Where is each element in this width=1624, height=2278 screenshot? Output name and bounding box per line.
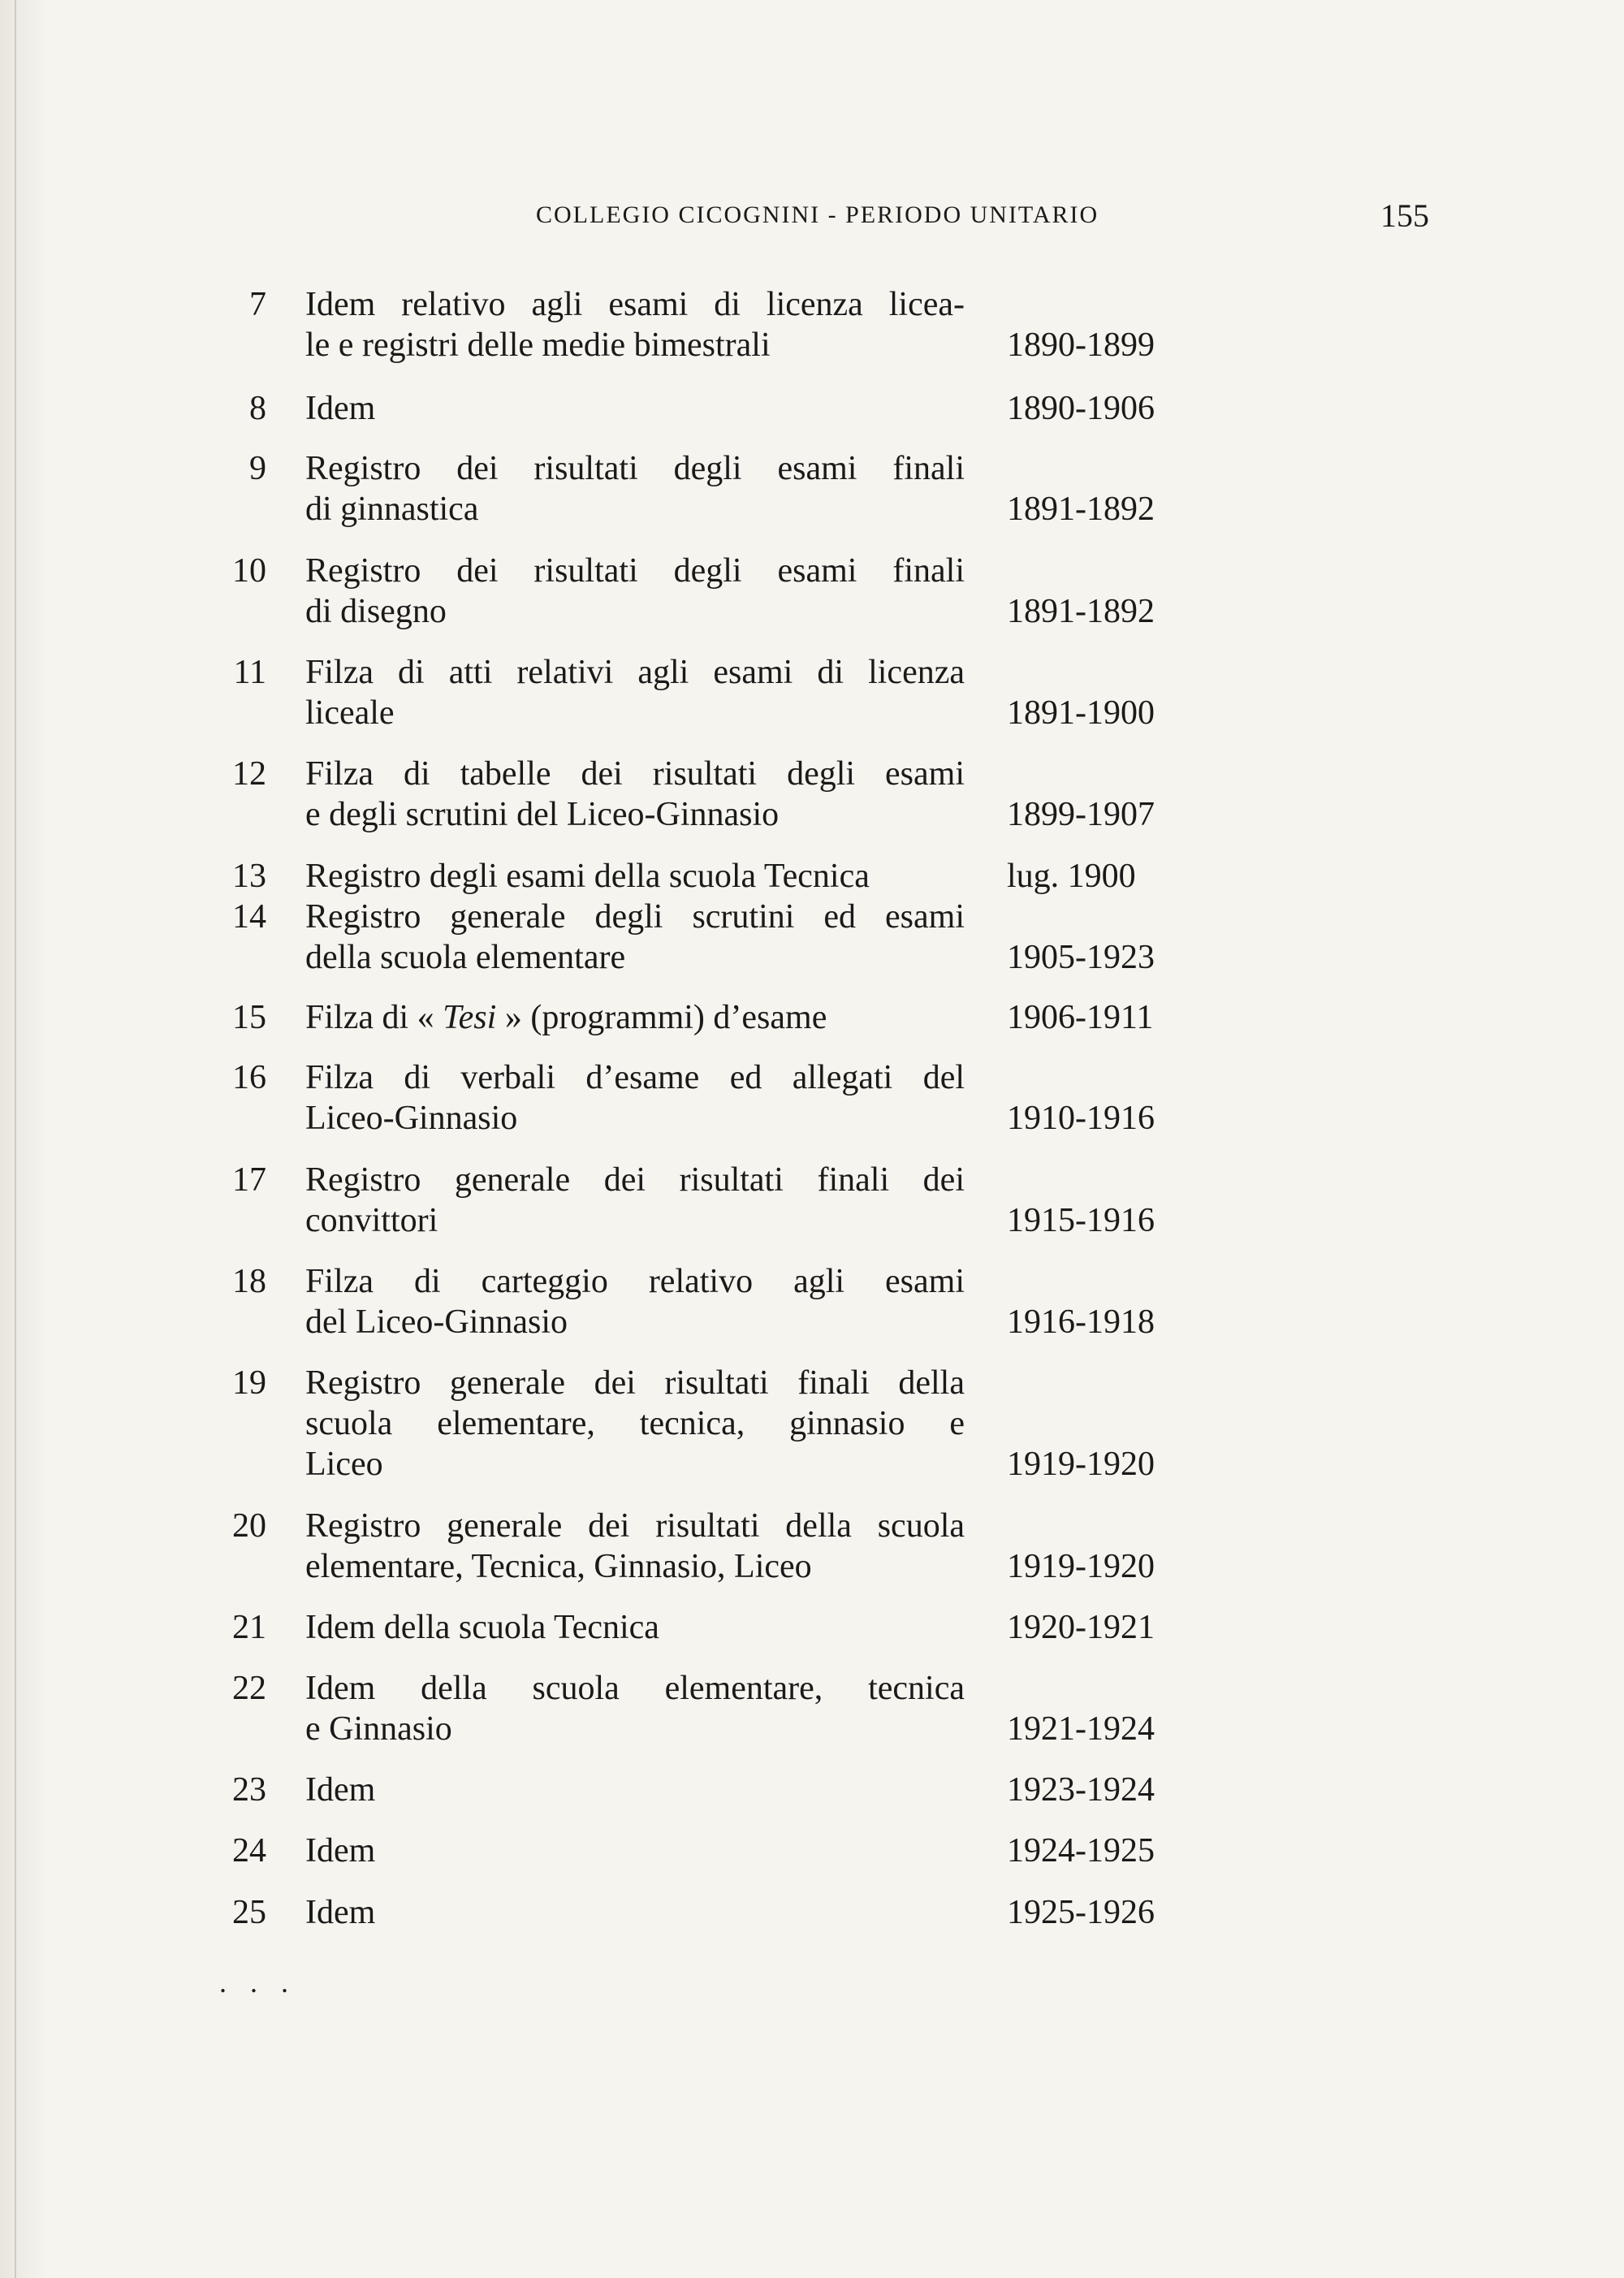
entry-description (305, 1261, 965, 1342)
entry-number: 20 (232, 1507, 266, 1545)
entry-description (305, 388, 965, 429)
entry-description-line: Registro generale dei risultati finali della (305, 1364, 965, 1402)
entry-description-line: Idem relativo agli esami di licenza licea- (305, 286, 965, 323)
entry-description-line: di ginnastica (305, 491, 479, 528)
entry-number: 14 (232, 898, 266, 936)
entry-description-line: Filza di verbali d’esame ed allegati del (305, 1059, 965, 1096)
entry-dates: 1891-1900 (1007, 694, 1155, 732)
entry-description (305, 1057, 965, 1139)
entry-description (305, 284, 965, 365)
entry-description (305, 1607, 965, 1648)
entry-dates: 1906-1911 (1007, 999, 1154, 1036)
entry-description-line: Filza di atti relativi agli esami di licenza (305, 654, 965, 691)
running-title: COLLEGIO CICOGNINI - PERIODO UNITARIO (536, 201, 1099, 228)
entry-description-line: le e registri delle medie bimestrali (305, 326, 771, 364)
entry-number: 12 (232, 755, 266, 793)
entry-number: 8 (249, 390, 266, 427)
entry-dates: 1921-1924 (1007, 1710, 1155, 1748)
entry-number: 16 (232, 1059, 266, 1096)
entry-description (305, 897, 965, 978)
entry-dates: lug. 1900 (1007, 858, 1136, 895)
entry-dates: 1910-1916 (1007, 1100, 1155, 1137)
entry-dates: 1905-1923 (1007, 939, 1155, 976)
entry-description-line: Idem (305, 390, 376, 427)
entry-dates: 1891-1892 (1007, 491, 1155, 528)
entry-description-line: Idem della scuola elementare, tecnica (305, 1670, 965, 1707)
entry-dates: 1915-1916 (1007, 1202, 1155, 1239)
entry-dates: 1916-1918 (1007, 1303, 1155, 1341)
entry-description (305, 448, 965, 530)
entry-number: 10 (232, 552, 266, 590)
entry-description (305, 997, 965, 1038)
entry-dates: 1899-1907 (1007, 796, 1155, 833)
entry-description-line: Registro generale dei risultati finali dei (305, 1161, 965, 1199)
entry-number: 24 (232, 1832, 266, 1870)
entry-description-line: scuola elementare, tecnica, ginnasio e (305, 1405, 965, 1442)
entry-number: 21 (232, 1609, 266, 1646)
entry-description-line: Idem della scuola Tecnica (305, 1609, 659, 1646)
entry-description-line: Liceo-Ginnasio (305, 1100, 518, 1137)
entry-dates: 1925-1926 (1007, 1894, 1155, 1931)
page-header (0, 197, 1624, 242)
entry-description (305, 754, 965, 835)
entry-number: 18 (232, 1263, 266, 1300)
entry-number: 23 (232, 1771, 266, 1809)
entry-description-line: Filza di tabelle dei risultati degli esami (305, 755, 965, 793)
page-edge-shadow (0, 0, 49, 2278)
entry-description (305, 1668, 965, 1749)
entry-description-line: elementare, Tecnica, Ginnasio, Liceo (305, 1548, 812, 1585)
entry-description-line: Idem (305, 1894, 376, 1931)
entry-description (305, 551, 965, 632)
entry-description-line: Filza di « Tesi » (programmi) d’esame (305, 999, 827, 1036)
entry-description-line: e Ginnasio (305, 1710, 452, 1748)
page-edge-line (15, 0, 16, 2278)
entry-description-line: Registro generale degli scrutini ed esami (305, 898, 965, 936)
entry-description-line: della scuola elementare (305, 939, 626, 976)
entry-description (305, 1160, 965, 1241)
entry-description-line: Liceo (305, 1446, 383, 1483)
entry-description (305, 856, 965, 897)
entry-dates: 1890-1899 (1007, 326, 1155, 364)
entry-dates: 1924-1925 (1007, 1832, 1155, 1870)
entry-dates: 1891-1892 (1007, 593, 1155, 630)
entry-description (305, 1892, 965, 1933)
entry-description-line: Registro degli esami della scuola Tecnica (305, 858, 870, 895)
entry-description-line: Registro dei risultati degli esami finali (305, 450, 965, 487)
entry-description (305, 1506, 965, 1587)
entry-description (305, 652, 965, 733)
entry-description-line: Filza di carteggio relativo agli esami (305, 1263, 965, 1300)
entry-dates: 1919-1920 (1007, 1446, 1155, 1483)
entry-description-line: Idem (305, 1771, 376, 1809)
entry-description-line: Registro generale dei risultati della scuola (305, 1507, 965, 1545)
entry-description-line: liceale (305, 694, 395, 732)
page-number: 155 (1380, 197, 1429, 234)
entry-number: 7 (249, 286, 266, 323)
entry-number: 25 (232, 1894, 266, 1931)
entry-number: 13 (232, 858, 266, 895)
entry-description-line: convittori (305, 1202, 438, 1239)
continuation-ellipsis: . . . (219, 1966, 296, 1999)
entry-description (305, 1831, 965, 1871)
entry-number: 17 (232, 1161, 266, 1199)
entry-description-line: Idem (305, 1832, 376, 1870)
entry-description-line: di disegno (305, 593, 447, 630)
entry-description-line: del Liceo-Ginnasio (305, 1303, 568, 1341)
entry-description-line: Registro dei risultati degli esami finali (305, 552, 965, 590)
entry-dates: 1923-1924 (1007, 1771, 1155, 1809)
entry-number: 9 (249, 450, 266, 487)
entry-description (305, 1363, 965, 1485)
entry-dates: 1890-1906 (1007, 390, 1155, 427)
entry-number: 19 (232, 1364, 266, 1402)
entry-dates: 1919-1920 (1007, 1548, 1155, 1585)
entry-number: 11 (233, 654, 266, 691)
entry-number: 15 (232, 999, 266, 1036)
entry-description (305, 1770, 965, 1810)
entry-dates: 1920-1921 (1007, 1609, 1155, 1646)
entry-description-line: e degli scrutini del Liceo-Ginnasio (305, 796, 780, 833)
entry-number: 22 (232, 1670, 266, 1707)
